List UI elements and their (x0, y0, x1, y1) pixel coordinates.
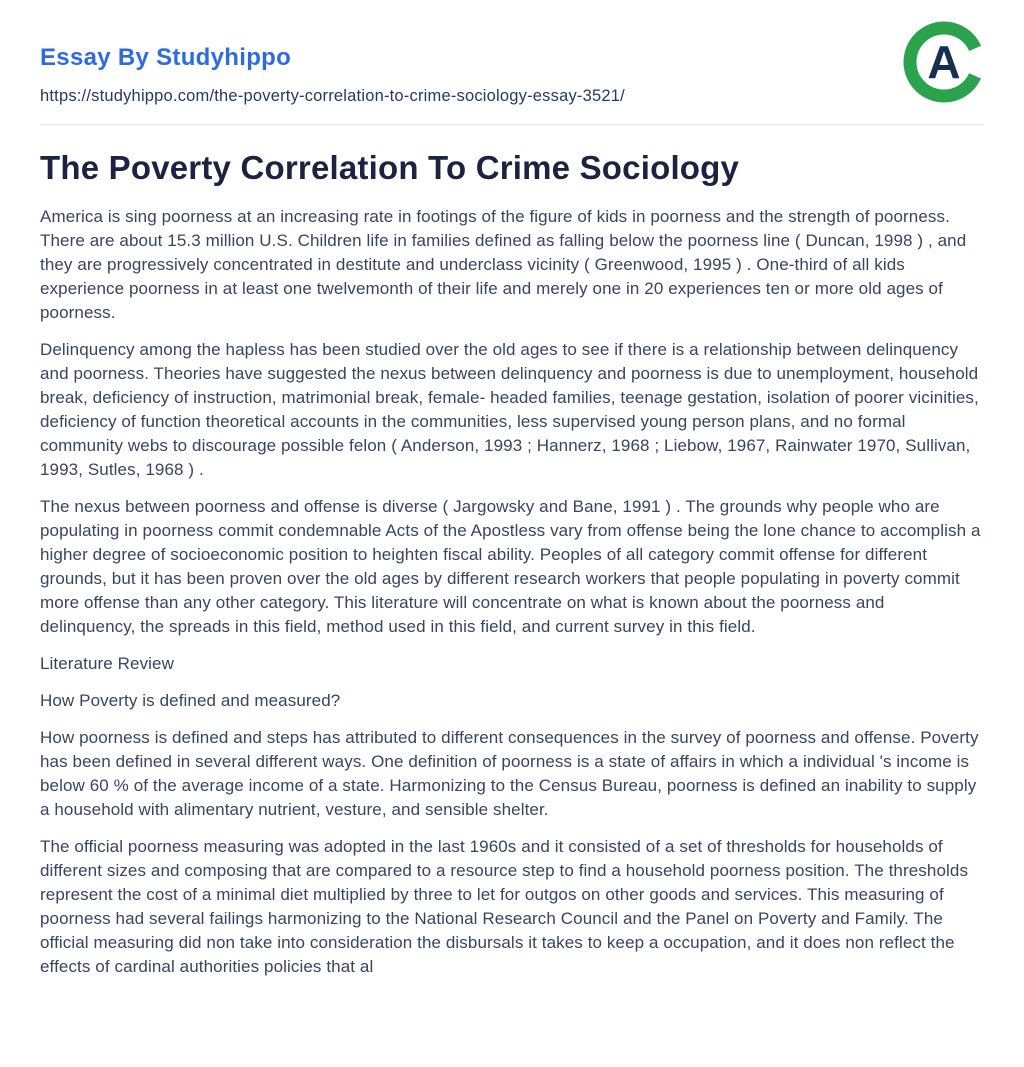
essay-paragraph-literature-review: Literature Review (40, 654, 174, 673)
studyhippo-logo (902, 20, 986, 104)
essay-paragraph: The nexus between poorness and offense is diverse ( Jargowsky and Bane, 1991 ) . The grounds why people who are populating in poorness commit condemnable Acts of the Apostless vary from offense being the lone chance to accomplish a higher degree of socioeconomic position to heighten fiscal ability. Peoples of all category commit offense for different grounds, but it has been proven over the old ages by different research workers that people populating in poverty commit more offense than any other category. This literature will concentrate on what is known about the poorness and delinquency, the spreads in this field, method used in this field, and current survey in this field. (40, 497, 981, 636)
source-url[interactable]: https://studyhippo.com/the-poverty-correlation-to-crime-sociology-essay-3521/ (40, 87, 625, 105)
essay-paragraph: Delinquency among the hapless has been studied over the old ages to see if there is a relationship between delinquency and poorness. Theories have suggested the nexus between delinquency and poorness is due to unemployment, household break, deficiency of instruction, matrimonial break, female- headed families, teenage gestation, isolation of poorer vicinities, deficiency of function theoretical accounts in the communities, less supervised young person plans, and no formal community webs to discourage possible felon ( Anderson, 1993 ; Hannerz, 1968 ; Liebow, 1967, Rainwater 1970, Sullivan, 1993, Sutles, 1968 ) . (40, 340, 979, 479)
essay-paragraph-subquestion: How Poverty is defined and measured? (40, 691, 341, 710)
essay-title: The Poverty Correlation To Crime Sociology (40, 149, 740, 186)
essay-paragraph: The official poorness measuring was adopted in the last 1960s and it consisted of a set of thresholds for households of different sizes and composing that are compared to a resource step to find a household poorness position. The thresholds represent the cost of a minimal diet multiplied by three to let for outgos on other goods and services. This measuring of poorness had several failings harmonizing to the National Research Council and the Panel on Poverty and Family. The official measuring did non take into consideration the disbursals it takes to keep a occupation, and it does non reflect the effects of cardinal authorities policies that al (40, 837, 969, 976)
logo-letter: A (927, 36, 961, 88)
page-header (0, 0, 1024, 106)
brand-title: Essay By Studyhippo (40, 44, 292, 71)
essay-paragraph: America is sing poorness at an increasing rate in footings of the figure of kids in poorness and the strength of poorness. There are about 15.3 million U.S. Children life in families defined as falling below the poorness line ( Duncan, 1998 ) , and they are progressively concentrated in destitute and underclass vicinity ( Greenwood, 1995 ) . One-third of all kids experience poorness in at least one twelvemonth of their life and merely one in 20 experiences ten or more old ages of poorness. (40, 207, 967, 322)
logo-a-icon (902, 20, 986, 104)
essay-content (0, 125, 1024, 979)
essay-paragraph: How poorness is defined and steps has attributed to different consequences in the survey of poorness and offense. Poverty has been defined in several different ways. One definition of poorness is a state of affairs in which a individual 's income is below 60 % of the average income of a state. Harmonizing to the Census Bureau, poorness is defined an inability to supply a household with alimentary nutrient, vesture, and sensible shelter. (40, 728, 979, 819)
